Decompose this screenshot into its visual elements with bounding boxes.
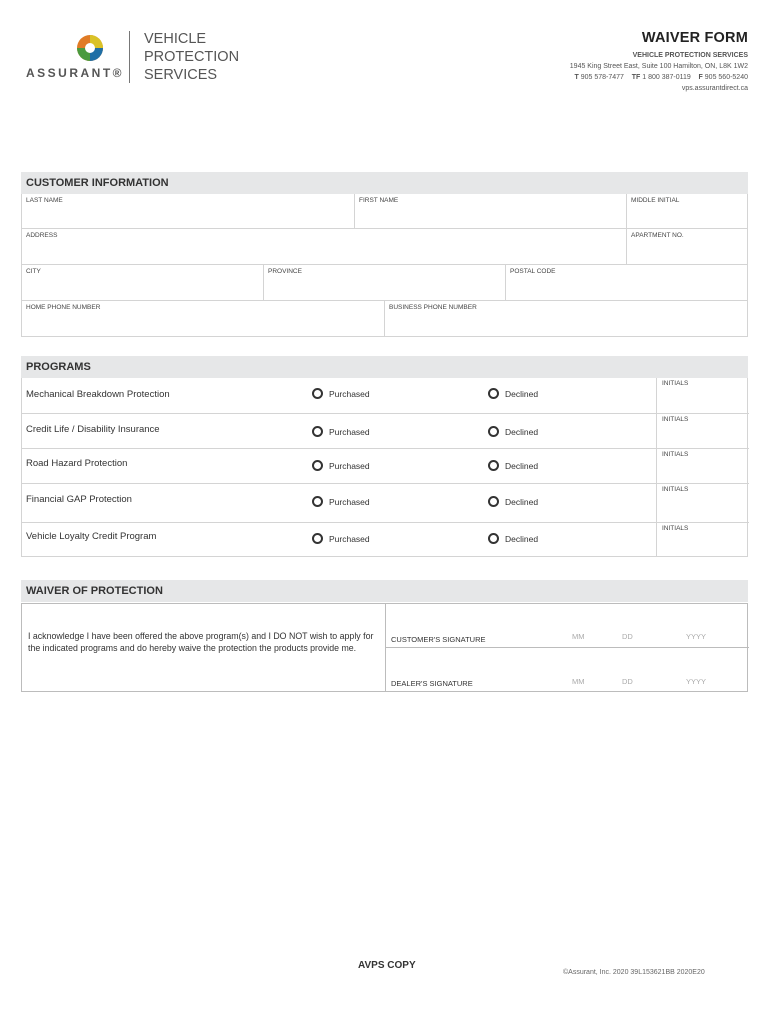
purchased-radio[interactable] bbox=[312, 388, 370, 399]
radio-circle-icon bbox=[312, 533, 323, 544]
declined-radio[interactable] bbox=[488, 533, 538, 544]
last-name-input[interactable] bbox=[25, 209, 351, 225]
signature-column bbox=[385, 604, 748, 691]
header-contact bbox=[570, 30, 748, 92]
address-cell bbox=[22, 229, 627, 265]
phone-f-label: F bbox=[698, 74, 703, 81]
program-row bbox=[22, 523, 749, 557]
assurant-logo-icon bbox=[76, 34, 104, 62]
program-name: Road Hazard Protection bbox=[26, 458, 128, 469]
purchased-radio[interactable] bbox=[312, 426, 370, 437]
customer-signature-label: CUSTOMER'S SIGNATURE bbox=[391, 635, 486, 644]
city-cell bbox=[22, 265, 264, 301]
purchased-label: Purchased bbox=[329, 388, 370, 399]
vps-title bbox=[144, 30, 254, 84]
waiver-section bbox=[21, 603, 748, 692]
phone-t-label: T bbox=[574, 74, 579, 81]
radio-circle-icon bbox=[488, 388, 499, 399]
program-name: Credit Life / Disability Insurance bbox=[26, 424, 160, 435]
phone-f: 905 560-5240 bbox=[704, 74, 748, 81]
logo-wordmark: ASSURANT® bbox=[26, 66, 125, 80]
program-name: Mechanical Breakdown Protection bbox=[26, 389, 170, 400]
radio-circle-icon bbox=[488, 533, 499, 544]
first-name-input[interactable] bbox=[358, 209, 623, 225]
dealer-date-yyyy: YYYY bbox=[686, 677, 707, 686]
middle-initial-cell bbox=[627, 194, 748, 229]
apartment-cell bbox=[627, 229, 748, 265]
declined-label: Declined bbox=[505, 426, 539, 437]
radio-circle-icon bbox=[488, 460, 499, 471]
dealer-signature-label: DEALER'S SIGNATURE bbox=[391, 679, 473, 688]
dealer-date-mm: MM bbox=[572, 677, 585, 686]
waiver-heading: WAIVER OF PROTECTION bbox=[26, 585, 163, 597]
business-phone-label: BUSINESS PHONE NUMBER bbox=[389, 304, 477, 311]
address-label: ADDRESS bbox=[26, 232, 58, 239]
purchased-label: Purchased bbox=[329, 460, 370, 471]
home-phone-label: HOME PHONE NUMBER bbox=[26, 304, 101, 311]
apartment-input[interactable] bbox=[630, 245, 745, 261]
business-phone-input[interactable] bbox=[388, 317, 745, 333]
customer-signature-row[interactable] bbox=[386, 604, 749, 648]
last-name-label: LAST NAME bbox=[26, 197, 63, 204]
declined-label: Declined bbox=[505, 460, 539, 471]
business-phone-cell bbox=[385, 301, 748, 336]
programs-table bbox=[21, 378, 748, 557]
home-phone-input[interactable] bbox=[25, 317, 381, 333]
home-phone-cell bbox=[22, 301, 385, 336]
program-row bbox=[22, 378, 749, 414]
radio-circle-icon bbox=[488, 426, 499, 437]
radio-circle-icon bbox=[312, 426, 323, 437]
customer-info-header bbox=[21, 172, 748, 194]
initials-label: INITIALS bbox=[662, 486, 689, 493]
phone-t: 905 578-7477 bbox=[580, 74, 624, 81]
waiver-header bbox=[21, 580, 748, 602]
initials-cell[interactable] bbox=[656, 414, 749, 448]
vps-title-line-3: SERVICES bbox=[144, 67, 218, 83]
customer-date-mm: MM bbox=[572, 632, 585, 641]
declined-radio[interactable] bbox=[488, 496, 538, 507]
phone-tf-label: TF bbox=[631, 74, 641, 81]
acknowledgement-text: I acknowledge I have been offered the above program(s) and I DO NOT wish to apply for the indicated programs and do hereby waive the protection the products provide me. bbox=[28, 631, 374, 653]
declined-label: Declined bbox=[505, 388, 539, 399]
address-input[interactable] bbox=[25, 245, 623, 261]
program-name: Financial GAP Protection bbox=[26, 494, 132, 505]
initials-cell[interactable] bbox=[656, 449, 749, 483]
copy-designation: AVPS COPY bbox=[358, 960, 416, 971]
initials-label: INITIALS bbox=[662, 525, 689, 532]
last-name-cell bbox=[22, 194, 355, 229]
dealer-date-dd: DD bbox=[622, 677, 633, 686]
radio-circle-icon bbox=[312, 496, 323, 507]
declined-radio[interactable] bbox=[488, 426, 538, 437]
radio-circle-icon bbox=[312, 460, 323, 471]
declined-label: Declined bbox=[505, 533, 539, 544]
purchased-label: Purchased bbox=[329, 496, 370, 507]
initials-cell[interactable] bbox=[656, 484, 749, 522]
middle-initial-label: MIDDLE INITIAL bbox=[631, 197, 680, 204]
programs-heading: PROGRAMS bbox=[26, 361, 91, 373]
mailing-address: 1945 King Street East, Suite 100 Hamilton, ON, L8K 1W2 bbox=[569, 63, 748, 70]
radio-circle-icon bbox=[312, 388, 323, 399]
city-label: CITY bbox=[26, 268, 41, 275]
apartment-label: APARTMENT NO. bbox=[631, 232, 684, 239]
first-name-label: FIRST NAME bbox=[359, 197, 399, 204]
radio-circle-icon bbox=[488, 496, 499, 507]
vps-title-line-2: PROTECTION bbox=[144, 49, 240, 65]
programs-header bbox=[21, 356, 748, 378]
initials-label: INITIALS bbox=[662, 451, 689, 458]
customer-info-grid bbox=[21, 194, 748, 337]
logo-divider bbox=[129, 31, 130, 83]
initials-cell[interactable] bbox=[656, 523, 749, 557]
purchased-radio[interactable] bbox=[312, 496, 370, 507]
customer-info-heading: CUSTOMER INFORMATION bbox=[26, 177, 169, 189]
program-row bbox=[22, 484, 749, 523]
first-name-cell bbox=[355, 194, 627, 229]
declined-label: Declined bbox=[505, 496, 539, 507]
purchased-radio[interactable] bbox=[312, 533, 370, 544]
province-label: PROVINCE bbox=[268, 268, 302, 275]
vps-title-line-1: VEHICLE bbox=[144, 31, 207, 47]
province-cell bbox=[264, 265, 506, 301]
phone-numbers bbox=[570, 74, 748, 81]
postal-code-input[interactable] bbox=[509, 281, 745, 297]
customer-date-dd: DD bbox=[622, 632, 633, 641]
page-title: WAIVER FORM bbox=[641, 30, 748, 46]
city-input[interactable] bbox=[25, 281, 260, 297]
program-row bbox=[22, 449, 749, 484]
initials-label: INITIALS bbox=[662, 416, 689, 423]
program-name: Vehicle Loyalty Credit Program bbox=[26, 531, 157, 542]
purchased-label: Purchased bbox=[329, 533, 370, 544]
purchased-radio[interactable] bbox=[312, 460, 370, 471]
postal-code-label: POSTAL CODE bbox=[510, 268, 556, 275]
middle-initial-input[interactable] bbox=[630, 209, 745, 225]
program-row bbox=[22, 414, 749, 449]
department-name: VEHICLE PROTECTION SERVICES bbox=[632, 52, 748, 59]
declined-radio[interactable] bbox=[488, 388, 538, 399]
province-input[interactable] bbox=[267, 281, 502, 297]
customer-date-yyyy: YYYY bbox=[686, 632, 707, 641]
purchased-label: Purchased bbox=[329, 426, 370, 437]
declined-radio[interactable] bbox=[488, 460, 538, 471]
phone-tf: 1 800 387-0119 bbox=[642, 74, 691, 81]
website-link[interactable]: vps.assurantdirect.ca bbox=[681, 85, 748, 92]
initials-label: INITIALS bbox=[662, 380, 689, 387]
legal-footer: ©Assurant, Inc. 2020 39L153621BB 2020E20 bbox=[563, 969, 705, 976]
initials-cell[interactable] bbox=[656, 378, 749, 413]
dealer-signature-row[interactable] bbox=[386, 648, 749, 692]
postal-code-cell bbox=[506, 265, 748, 301]
